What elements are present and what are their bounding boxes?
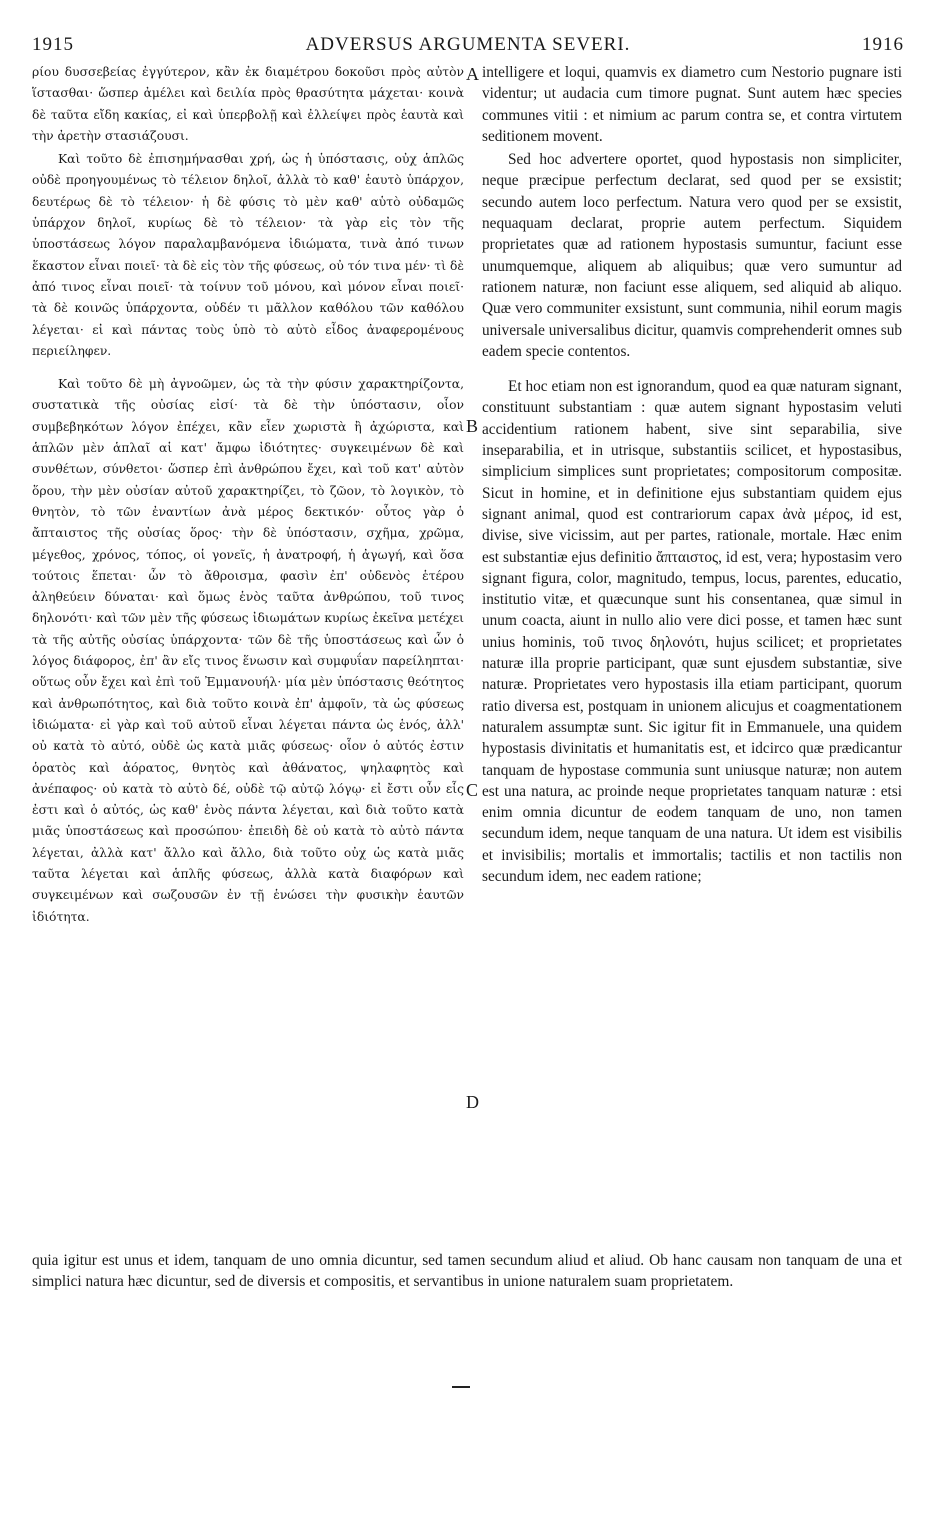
greek-column	[32, 62, 464, 928]
margin-marker-a: A	[466, 64, 479, 84]
page-number-right: 1916	[862, 34, 904, 55]
running-title: ADVERSUS ARGUMENTA SEVERI.	[305, 34, 631, 55]
greek-paragraph-1: ρίου δυσσεβείας ἐγγύτερον, κἂν ἐκ διαμέτρου δοκοῦσι πρὸς αὐτὸν ἵστασθαι· ὥσπερ ἀμέλει καὶ δειλία πρὸς θρασύτητα μάχεται· κοινὰ δὲ ταῦτα εἴδη κακίας, εἰ καὶ ὑπερβολῇ καὶ ἐλλείψει πρὸς ἑαυτὰ καὶ τὴν ἀρετὴν στασιάζουσι.	[32, 65, 464, 143]
running-header	[32, 34, 904, 58]
full-width-paragraph: quia igitur est unus et idem, tanquam de uno omnia dicuntur, sed tamen secundum aliud et aliud. Ob hanc causam non tanquam de una et simplici natura hæc dicuntur, sed de diversis et compositis, et servantibus in unione naturalem suam proprietatem.	[32, 1252, 902, 1291]
margin-marker-c: C	[466, 780, 479, 800]
page-number-left: 1915	[32, 34, 74, 55]
latin-paragraph-1: intelligere et loqui, quamvis ex diametro cum Nestorio pugnare isti videntur; ut audacia cum timore pugnat. Sunt autem hæc species communes vitii : et nimium ac parum contra se, et contra virtutem seditionem movent.	[482, 64, 902, 145]
latin-paragraph-3: Et hoc etiam non est ignorandum, quod ea quæ naturam signant, constituunt substantiam : quæ autem signant hypostasim veluti accidentium rationem habent, sive sint separabilia, sive inseparabilia, et in utrisque, substantiis scilicet, et hypostasibus, simplicium simplices sunt proprietates; compositorum compositæ. Sicut in homine, et in definitione ejus substantiam quidem ejus signant animal, quod est contrariorum capax ἀνὰ μέρος, id est, divise, sive vicissim, aut per partes, rationale, mortale. Hæc enim est substantiæ ejus definitio ἄπταιστος, id est, vera; hypostasim vero signant figura, color, magnitudo, tempus, locus, parentes, educatio, institutio vitæ, et quæcunque sunt his consentanea, quæ simul in unum coacta, aiunt in nullo alio vere dici posse, et tamen hæc sunt unius hominis, τοῦ τινος δηλονότι, hujus scilicet; et proprietates naturæ illa proprie participant, quæ sunt ejusdem substantiæ, sive naturæ. Proprietates vero hypostasis illa etiam participant, quorum ratio diversa est, postquam in unionem alicujus et coagmentationem naturalem assumptæ sunt. Sic igitur fit in Emmanuele, una quidem hypostasis divinitatis et humanitatis est, et idcirco quæ prædicantur tanquam de hypostase communia sunt uniusque naturæ; non autem est una natura, ac proinde neque proprietates tanquam naturæ : etsi enim omnia dicuntur de eodem tanquam de uno, non tamen secundum idem, neque tanquam de una natura. Ut idem est visibilis et invisibilis; mortalis et immortalis; tactilis et non tactilis non secundum idem, nec eadem ratione;	[482, 378, 902, 885]
latin-paragraph-2: Sed hoc advertere oportet, quod hypostasis non simpliciter, neque præcipue perfectum declarat, sed quod per se exsistit; secundo autem loco perfectum. Natura vero quod per se exsistit, nequaquam declarat, proprie autem perfectum. Siquidem proprietates quæ ad rationem hypostasis sumuntur, faciunt esse unumquemque, aliquem ab aliquibus; quæ vero sumuntur ad rationem naturæ, non faciunt esse aliquem, sed aliquid ab aliquo. Quæ vero communiter exsistunt, sunt communia, nihil eorum magis universale universalibus dicitur, quamvis comprehenderit omnes sub eadem specie contentos.	[482, 151, 902, 360]
greek-paragraph-3: Καὶ τοῦτο δὲ μὴ ἀγνοῶμεν, ὡς τὰ τὴν φύσιν χαρακτηρίζοντα, συστατικὰ τῆς οὐσίας εἰσί· τὰ δὲ τὴν ὑπόστασιν, οἷον συμβεβηκότων λόγον ἐπέχει, κἂν εἶεν χωριστὰ ἢ ἀχώριστα, καὶ ἁπλῶν μὲν ἁπλαῖ αἱ κατ' ἄμφω ἰδιότητες· συγκειμένων δὲ καὶ συνθέτων, σύνθετοι· ὥσπερ ἐπὶ ἀνθρώπου ἔχει, καὶ τοῦ κατ' αὐτὸν ὅρου, τὴν μὲν οὐσίαν αὐτοῦ χαρακτηρίζει, τὸ ζῶον, τὸ λογικὸν, τὸ θνητὸν, τὸ τῶν ἐναντίων ἀνὰ μέρος δεκτικόν· οὗτος γὰρ ὁ ἄπταιστος τῆς οὐσίας ὅρος· τὴν δὲ ὑπόστασιν, σχῆμα, χρῶμα, μέγεθος, χρόνος, τόπος, οἱ γονεῖς, ἡ ἀνατροφή, ἡ ἀγωγή, καὶ ὅσα τούτοις ἕπεται· ὧν τὸ ἄθροισμα, φασὶν ἐπ' οὐδενὸς ἑτέρου ἀληθεύειν δύναται· καὶ ὅμως ἑνὸς ταῦτα ἀνθρώπου, τοῦ τινος δηλονότι· καὶ τῶν μὲν τῆς φύσεως ἰδιωμάτων κυρίως ἐκεῖνα μετέχει τὰ τῆς αὐτῆς οὐσίας ὑπάρχοντα· τῶν δὲ τῆς ὑποστάσεως καὶ ὧν ὁ λόγος διάφορος, ἐπ' ἂν εἴς τινος ἕνωσιν καὶ συμφυΐαν παρείληπται· οὕτως οὖν ἔχει καὶ ἐπὶ τοῦ Ἐμμανουήλ· μία μὲν ὑπόστασις θεότητος καὶ ἀνθρωπότητος, καὶ διὰ τοῦτο κοινὰ ἐπ' ἀμφοῖν, τὰ ὡς φύσεως ἰδιώματα· εἰ γὰρ καὶ τοῦ αὐτοῦ εἶναι λέγεται πάντα ὡς ἑνός, ἀλλ' οὐ κατὰ τὸ αὐτό, οὐδὲ ὡς κατὰ μιᾶς φύσεως· οἷον ὁ αὐτός ἐστιν ὁρατὸς καὶ ἀόρατος, θνητὸς καὶ ἀθάνατος, ψηλαφητὸς καὶ ἀνέπαφος· οὐ κατὰ τὸ αὐτὸ δέ, οὐδὲ τῷ αὐτῷ λόγῳ· εἰ ἔστι οὖν εἷς ἐστι καὶ ὁ αὐτός, ὡς καθ' ἑνὸς πάντα λέγεται, καὶ διὰ τοῦτο κατὰ μιᾶς ὑποστάσεως καὶ προσώπου· ἐπειδὴ δὲ οὐ κατὰ τὸ αὐτὸ πάντα λέγεται, ἀλλὰ κατ' ἄλλο καὶ ἄλλο, διὰ τοῦτο οὐχ ὡς κατὰ μιᾶς ταῦτα λέγεται καὶ ἁπλῆς φύσεως, ἀλλὰ κατὰ διαφόρων καὶ συγκειμένων καὶ σωζουσῶν ἐν τῇ ἑνώσει τὴν φυσικὴν ἑαυτῶν ἰδιότητα.	[32, 377, 464, 924]
margin-marker-d: D	[466, 1092, 479, 1112]
margin-marker-b: B	[466, 416, 479, 436]
closing-rule	[452, 1386, 470, 1388]
latin-column	[482, 62, 902, 887]
greek-paragraph-2: Καὶ τοῦτο δὲ ἐπισημήνασθαι χρή, ὡς ἡ ὑπόστασις, οὐχ ἁπλῶς οὐδὲ προηγουμένως τὸ τέλειον δηλοῖ, ἀλλὰ τὸ καθ' ἑαυτὸ ὑπάρχον, δευτέρως δὲ τὸ τέλειον· ἡ δὲ φύσις τὸ μὲν καθ' αὑτὸ οὐδαμῶς ὑπάρχον δηλοῖ, κυρίως δὲ τὸ τέλειον· τὰ γὰρ εἰς τὸν τῆς ὑποστάσεως λόγον παραλαμβανόμενα ἰδιώματα, τινὰ ἀπό τινων ἕκαστον εἶναι ποιεῖ· τὰ δὲ εἰς τὸν τῆς φύσεως, οὐ τόν τινα μέν· τὶ δὲ ἀπό τινος εἶναι ποιεῖ· τὰ τοίνυν τοῦ μόνου, καὶ μόνον εἶναι ποιεῖ· τὰ δὲ κοινῶς ὑπάρχοντα, οὐδέν τι μᾶλλον καθόλου τῶν καθόλου λέγεται· εἰ καὶ πάντας τοὺς ὑπὸ τὸ αὐτὸ εἶδος ἀναφερομένους περιείληφεν.	[32, 152, 464, 358]
